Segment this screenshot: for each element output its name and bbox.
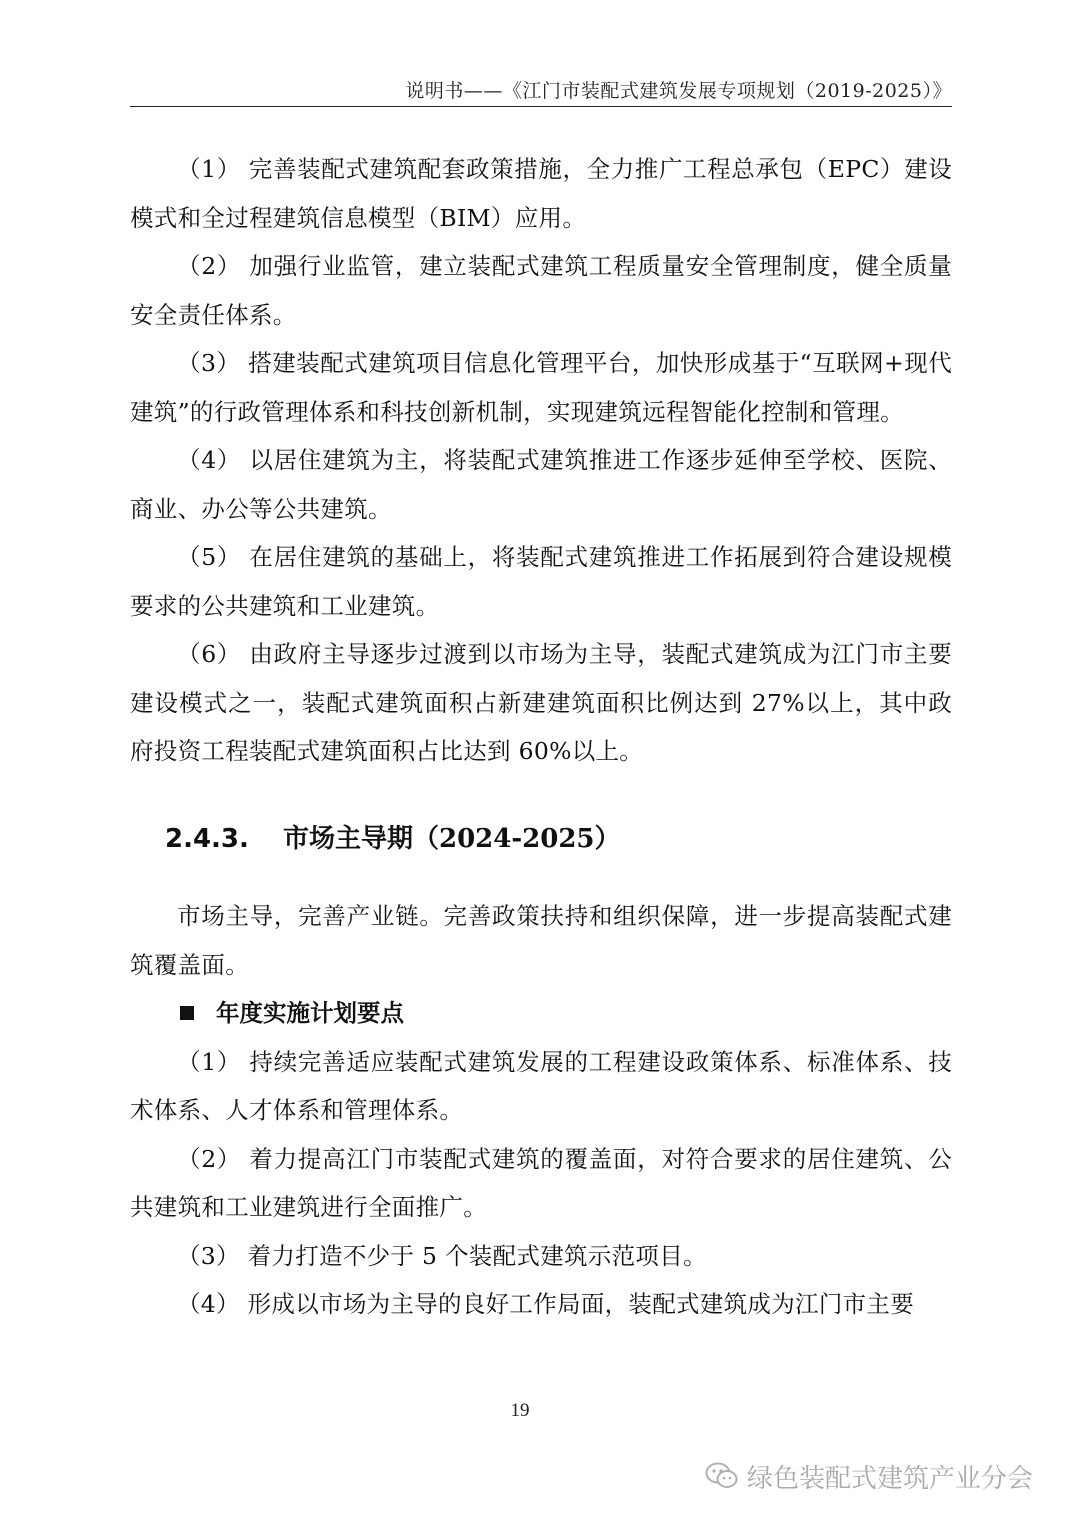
watermark xyxy=(705,1456,1033,1496)
intro-paragraph: 市场主导，完善产业链。完善政策扶持和组织保障，进一步提高装配式建筑覆盖面。 xyxy=(130,902,952,979)
bullet-heading xyxy=(130,989,952,1038)
list-item: （2） 着力提高江门市装配式建筑的覆盖面，对符合要求的居住建筑、公共建筑和工业建筑进行全面推广。 xyxy=(130,1144,952,1221)
market-phase-block xyxy=(130,892,952,1329)
wechat-icon xyxy=(705,1461,739,1491)
header-title: 说明书——《江门市装配式建筑发展专项规划（2019-2025）》 xyxy=(405,80,952,102)
list-item: （1） 持续完善适应装配式建筑发展的工程建设政策体系、标准体系、技术体系、人才体系和管理体系。 xyxy=(130,1047,952,1124)
list-item: （4） 形成以市场为主导的良好工作局面，装配式建筑成为江门市主要 xyxy=(177,1290,915,1318)
section-heading xyxy=(165,818,621,855)
list-item: （3） 着力打造不少于 5 个装配式建筑示范项目。 xyxy=(177,1241,707,1270)
bullet-heading-text: 年度实施计划要点 xyxy=(216,999,404,1027)
page-header xyxy=(130,72,952,107)
list-item: （1） 完善装配式建筑配套政策措施，全力推广工程总承包（EPC）建设模式和全过程建筑信息模型（BIM）应用。 xyxy=(130,155,952,232)
section-title: 市场主导期（2024-2025） xyxy=(283,824,621,854)
list-item: （6） 由政府主导逐步过渡到以市场为主导，装配式建筑成为江门市主要建设模式之一，装配式建筑面积占新建建筑面积比例达到 27%以上，其中政府投资工程装配式建筑面积占比达到 60%以上。 xyxy=(130,640,952,765)
square-bullet-icon xyxy=(180,1006,194,1020)
phase-measures-block xyxy=(130,145,952,776)
list-item: （3） 搭建装配式建筑项目信息化管理平台，加快形成基于“互联网+现代建筑”的行政管理体系和科技创新机制，实现建筑远程智能化控制和管理。 xyxy=(130,349,952,426)
watermark-text: 绿色装配式建筑产业分会 xyxy=(747,1463,1034,1494)
page-number: 19 xyxy=(510,1400,530,1421)
list-item: （5） 在居住建筑的基础上，将装配式建筑推进工作拓展到符合建设规模要求的公共建筑和工业建筑。 xyxy=(130,543,952,620)
list-item: （4） 以居住建筑为主，将装配式建筑推进工作逐步延伸至学校、医院、商业、办公等公共建筑。 xyxy=(130,446,952,523)
section-number: 2.4.3. xyxy=(165,824,249,854)
list-item: （2） 加强行业监管，建立装配式建筑工程质量安全管理制度，健全质量安全责任体系。 xyxy=(130,252,952,329)
